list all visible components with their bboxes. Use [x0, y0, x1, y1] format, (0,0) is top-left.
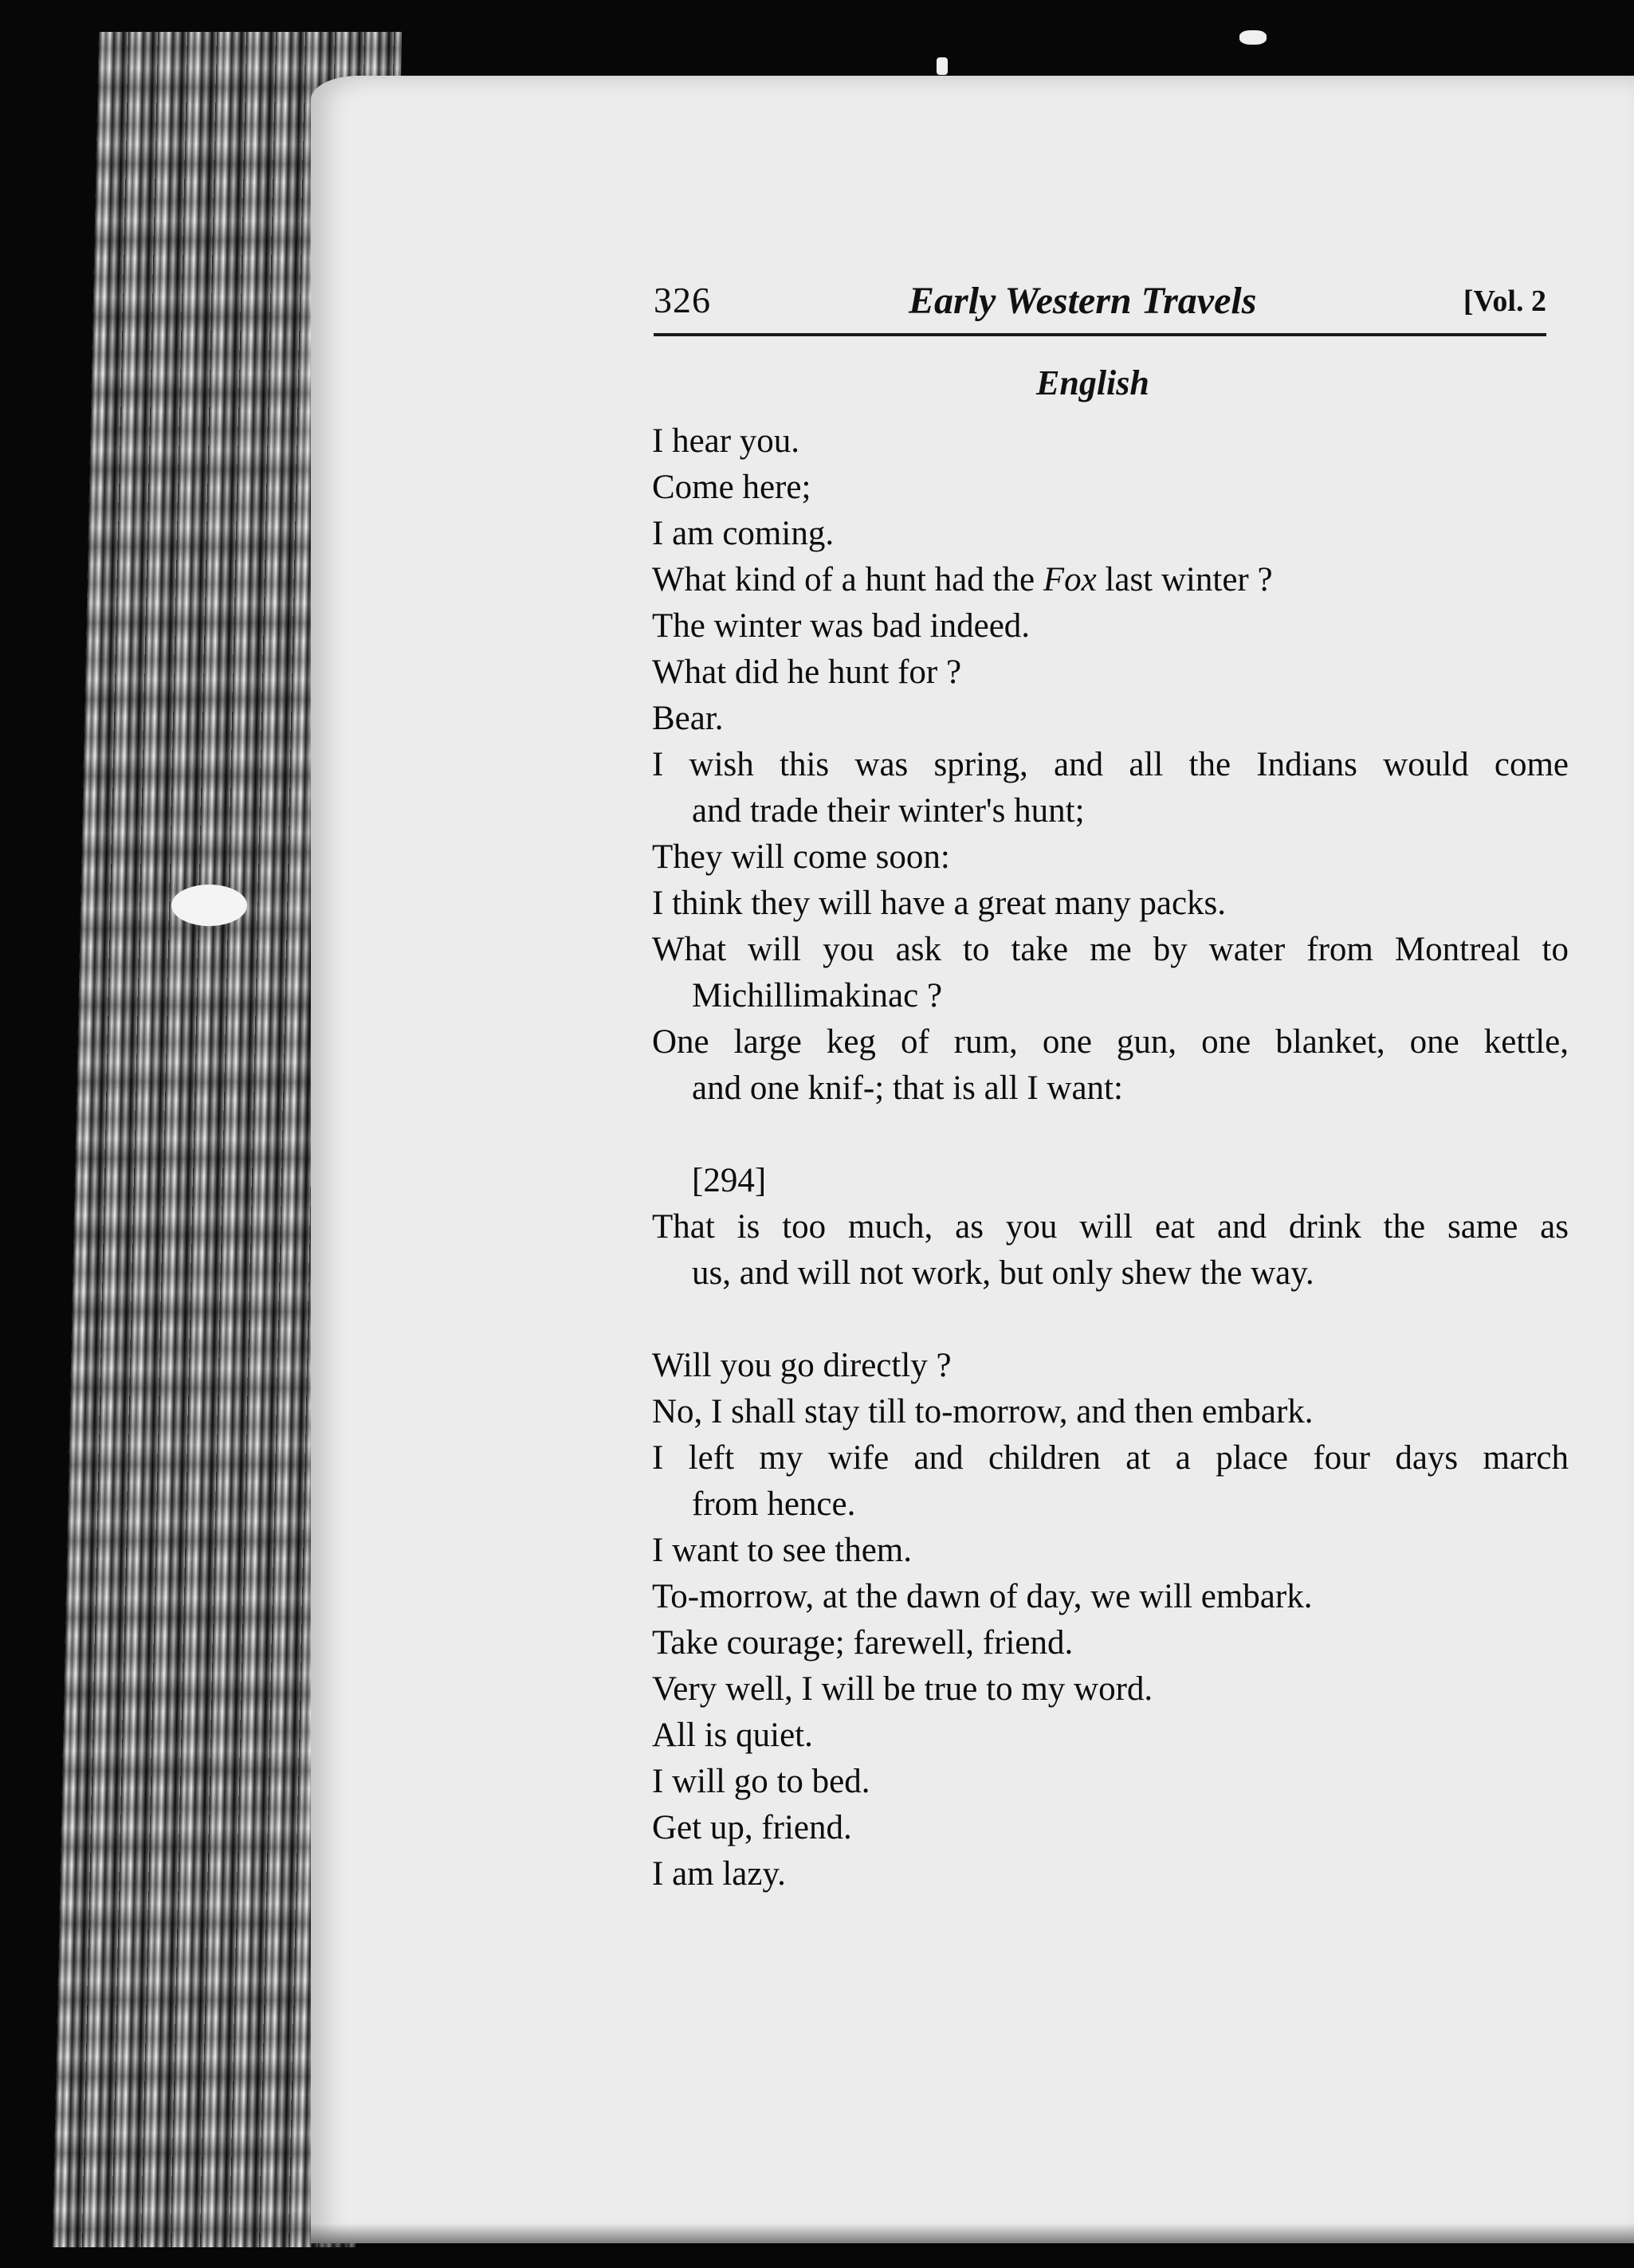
text-line: I want to see them. [652, 1532, 912, 1569]
text-fragment: What kind of a hunt had the [652, 561, 1043, 598]
text-line: I left my wife and children at a place four days march [652, 1439, 1569, 1477]
page-bottom-shadow [311, 2223, 1634, 2247]
text-line: What did he hunt for ? [652, 653, 962, 691]
text-line: Bear. [652, 700, 724, 737]
dust-speck [1239, 30, 1267, 45]
text-line: That is too much, as you will eat and drink the same as [652, 1208, 1569, 1246]
text-line [652, 557, 1569, 603]
text-line: Take courage; farewell, friend. [652, 1624, 1074, 1662]
original-page-marker: [294] [692, 1162, 767, 1199]
page-number: 326 [654, 280, 711, 320]
italic-word: Fox [1043, 561, 1097, 598]
text-line: I am coming. [652, 515, 835, 552]
text-line: I am lazy. [652, 1855, 786, 1893]
text-line: The winter was bad indeed. [652, 607, 1031, 645]
text-line: Michillimakinac ? [692, 977, 943, 1014]
spacer [652, 1112, 1569, 1158]
text-line: Come here; [652, 469, 811, 506]
text-line: Very well, I will be true to my word. [652, 1670, 1153, 1708]
volume-label: [Vol. 2 [1463, 284, 1546, 318]
dust-speck [937, 57, 948, 75]
text-line: and one knif‐; that is all I want: [692, 1069, 1123, 1107]
text-fragment: last winter ? [1096, 561, 1273, 598]
text-line: from hence. [692, 1485, 856, 1523]
body-text [652, 418, 1569, 1897]
text-line: What will you ask to take me by water from Montreal to [652, 931, 1569, 968]
text-line: I will go to bed. [652, 1763, 870, 1800]
text-line: Will you go directly ? [652, 1347, 952, 1384]
section-heading: English [1036, 363, 1149, 402]
text-line: No, I shall stay till to-morrow, and then embark. [652, 1393, 1314, 1430]
text-line: All is quiet. [652, 1717, 813, 1754]
text-line: I wish this was spring, and all the Indians would come [652, 746, 1569, 783]
book-title: Early Western Travels [909, 280, 1257, 322]
edge-highlight [171, 885, 247, 926]
text-line: Get up, friend. [652, 1809, 852, 1846]
text-line: and trade their winter's hunt; [692, 792, 1085, 830]
text-line: They will come soon: [652, 838, 950, 876]
text-line: us, and will not work, but only shew the way. [692, 1254, 1314, 1292]
running-head [654, 271, 1546, 335]
text-line: I think they will have a great many packs. [652, 885, 1227, 922]
spacer [652, 1297, 1569, 1343]
text-line: One large keg of rum, one gun, one blanket, one kettle, [652, 1023, 1569, 1061]
text-line: I hear you. [652, 422, 800, 460]
text-line: To-morrow, at the dawn of day, we will embark. [652, 1578, 1313, 1615]
header-rule [654, 333, 1546, 336]
